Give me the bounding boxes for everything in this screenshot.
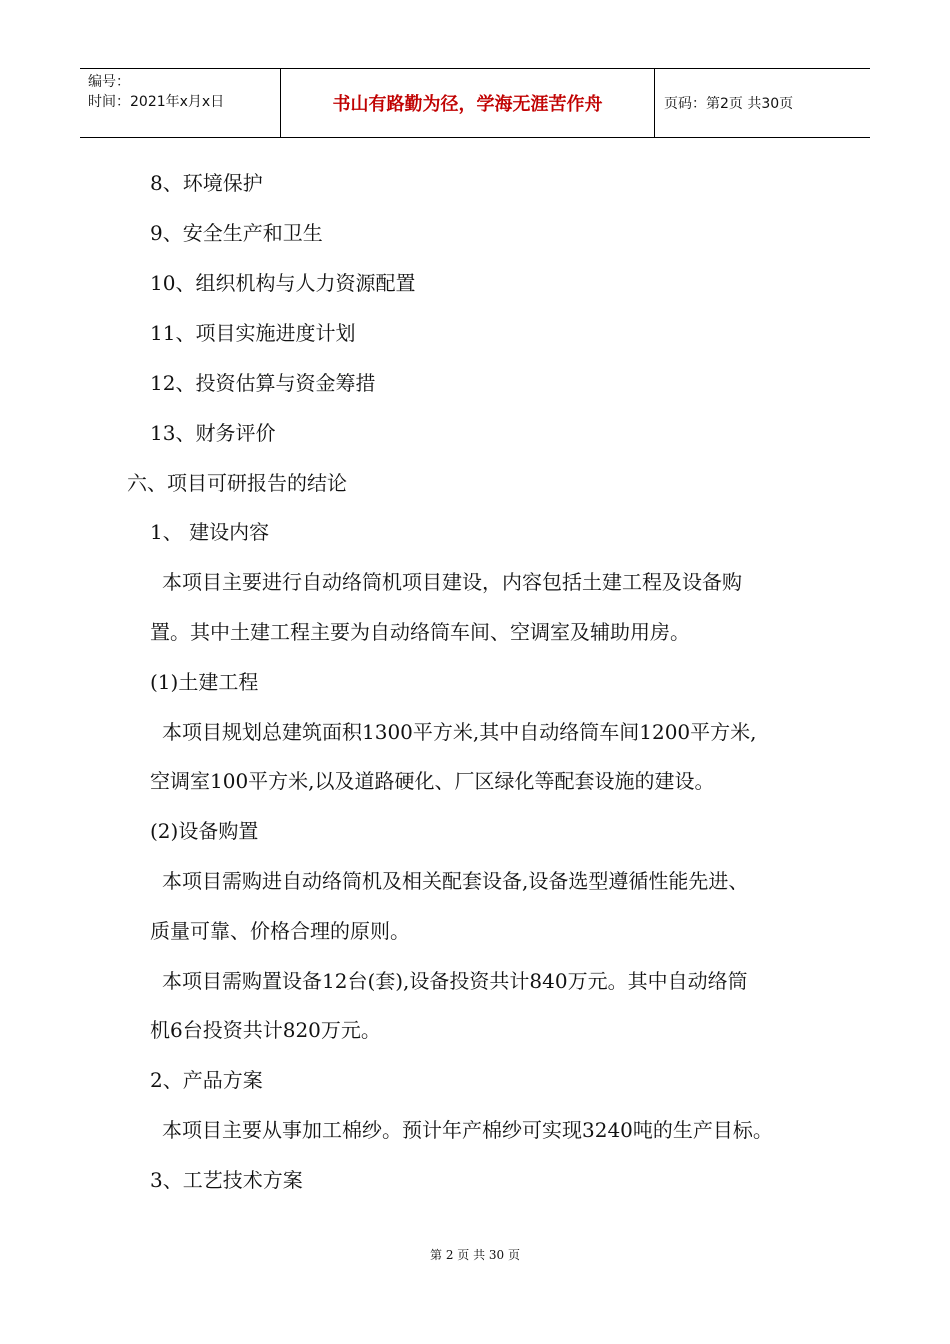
header-table	[80, 68, 870, 138]
paragraph-line: 置。其中土建工程主要为自动络筒车间、空调室及辅助用房。	[150, 620, 690, 644]
subsection-heading: (2)设备购置	[150, 819, 259, 843]
paragraph-line: 本项目需购置设备12台(套),设备投资共计840万元。其中自动络筒	[162, 969, 748, 993]
list-item: 11、项目实施进度计划	[150, 321, 356, 345]
paragraph-line: 机6台投资共计820万元。	[150, 1018, 381, 1042]
subsection-heading: 3、工艺技术方案	[150, 1168, 303, 1192]
list-item: 8、环境保护	[150, 171, 263, 195]
list-item: 10、组织机构与人力资源配置	[150, 271, 416, 295]
document-number-label: 编号：	[88, 74, 130, 90]
document-date: 时间：2021年x月x日	[88, 94, 225, 110]
header-page-info: 页码：第2页 共30页	[664, 96, 794, 112]
page-footer: 第 2 页 共 30 页	[430, 1248, 520, 1262]
subsection-heading: (1)土建工程	[150, 670, 259, 694]
paragraph-line: 本项目主要从事加工棉纱。预计年产棉纱可实现3240吨的生产目标。	[162, 1118, 773, 1142]
paragraph-line: 空调室100平方米,以及道路硬化、厂区绿化等配套设施的建设。	[150, 769, 715, 793]
header-motto: 书山有路勤为径，学海无涯苦作舟	[281, 69, 655, 137]
paragraph-line: 本项目主要进行自动络筒机项目建设，内容包括土建工程及设备购	[162, 570, 742, 594]
subsection-heading: 2、产品方案	[150, 1068, 263, 1092]
list-item: 13、财务评价	[150, 421, 276, 445]
section-heading: 六、项目可研报告的结论	[127, 471, 347, 495]
paragraph-line: 本项目规划总建筑面积1300平方米,其中自动络筒车间1200平方米,	[162, 720, 757, 744]
paragraph-line: 质量可靠、价格合理的原则。	[150, 919, 410, 943]
paragraph-line: 本项目需购进自动络筒机及相关配套设备,设备选型遵循性能先进、	[162, 869, 749, 893]
subsection-heading: 1、 建设内容	[150, 520, 270, 544]
list-item: 9、安全生产和卫生	[150, 221, 323, 245]
list-item: 12、投资估算与资金筹措	[150, 371, 376, 395]
header-meta	[80, 69, 281, 137]
